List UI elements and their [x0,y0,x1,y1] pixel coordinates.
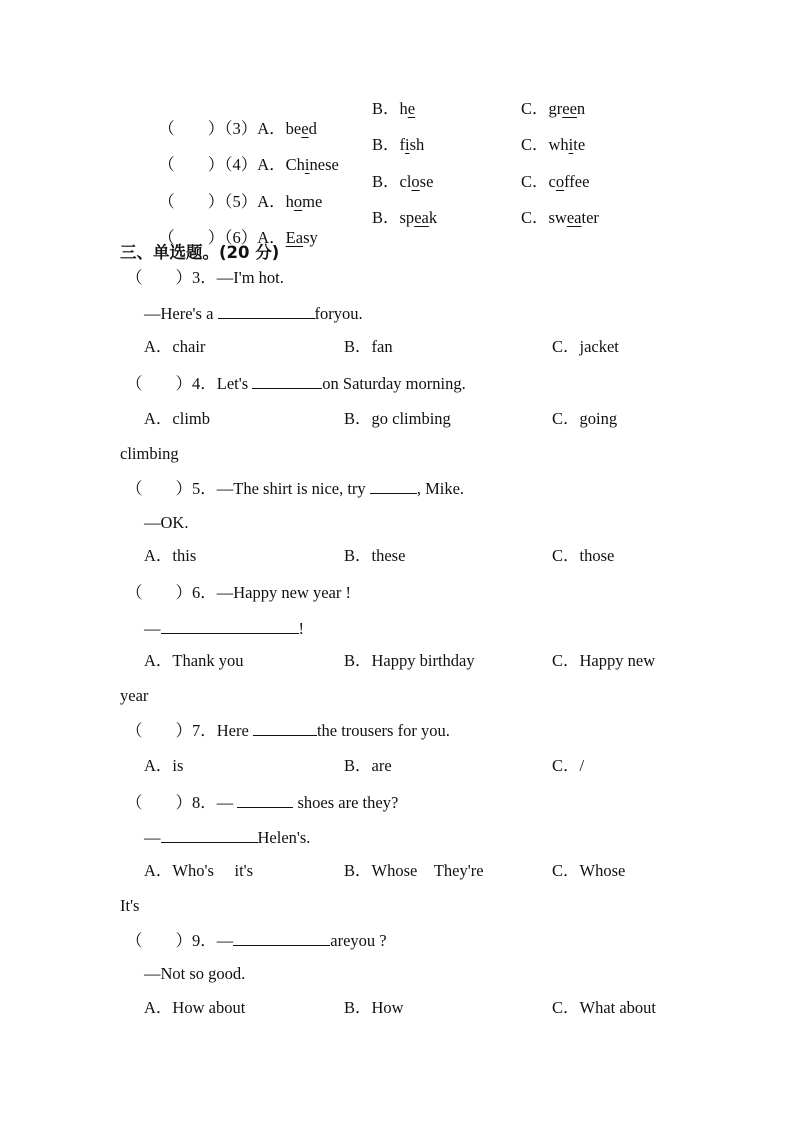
answer-paren: （ ） [158,192,225,211]
question-5-option-a: A．this [144,546,197,565]
question-5-line2: —OK. [144,513,189,532]
answer-paren: （ [126,268,176,287]
answer-paren: （ [126,721,176,740]
question-3-stem: （ ）3．—I'm hot. [126,268,284,287]
question-4-option-c-wrap: climbing [120,444,179,463]
item-number: （3） [224,119,258,138]
phonics-row-5-option-b: B．close [372,172,434,191]
answer-paren: （ [126,793,176,812]
question-7-option-c: C．/ [552,756,585,775]
answer-blank[interactable] [233,930,330,946]
phonics-row-6-option-b: B．speak [372,208,438,227]
question-5-option-b: B．these [344,546,406,565]
phonics-row-6 [150,208,318,248]
question-5-stem: （ ）5．—The shirt is nice, try , Mike. [126,479,465,498]
question-8-option-c: C．Whose [552,861,626,880]
question-8-option-b: B．Whose They're [344,861,484,880]
answer-blank[interactable] [161,827,258,843]
question-4-option-a: A．climb [144,409,210,428]
question-5-option-c: C．those [552,546,615,565]
question-6-stem: （ ）6．—Happy new year ! [126,583,351,602]
phonics-row-5-option-c: C．coffee [521,172,590,191]
phonics-row-3-option-c: C．green [521,99,586,118]
answer-blank[interactable] [370,478,417,494]
question-6-option-a: A．Thank you [144,651,244,670]
question-8-option-a: A．Who's it's [144,861,254,880]
question-9-line2: —Not so good. [144,964,246,983]
answer-blank[interactable] [253,720,317,736]
item-number: （6） [224,228,258,247]
question-8-line2: — Helen's. [144,828,311,847]
phonics-row-4-option-c: C．white [521,135,586,154]
phonics-row-3 [150,99,317,139]
question-3-option-a: A．chair [144,337,206,356]
question-9-option-a: A．How about [144,998,246,1017]
item-number: （4） [224,155,258,174]
phonics-row-4 [150,135,339,175]
answer-paren: （ ） [158,228,225,247]
question-7-stem: （ ）7．Here the trousers for you. [126,721,450,740]
question-4-stem: （ ）4．Let's on Saturday morning. [126,374,466,393]
phonics-row-3-option-b: B．he [372,99,416,118]
phonics-row-4-option-b: B．fish [372,135,425,154]
question-8-option-c-wrap: It's [120,896,140,915]
item-number: （5） [224,192,258,211]
phonics-row-6-option-c: C．sweater [521,208,599,227]
option-a: A．Chinese [257,155,339,174]
answer-blank[interactable] [252,373,322,389]
answer-paren: （ [126,479,176,498]
answer-paren: （ [126,583,176,602]
answer-blank[interactable] [161,618,299,634]
question-7-option-a: A．is [144,756,184,775]
question-9-stem: （ ）9．— areyou ? [126,931,387,950]
question-9-option-c: C．What about [552,998,657,1017]
option-a: A．home [257,192,323,211]
section-title: 三、单选题。(20 分) [120,243,280,262]
question-8-stem: （ ）8．— shoes are they? [126,793,399,812]
answer-blank[interactable] [218,303,315,319]
question-6-option-b: B．Happy birthday [344,651,475,670]
answer-paren: （ [126,374,176,393]
question-3-line2: —Here's a foryou. [144,304,363,323]
question-9-option-b: B．How [344,998,404,1017]
question-6-option-c: C．Happy new [552,651,656,670]
question-6-option-c-wrap: year [120,686,149,705]
answer-paren: （ ） [158,119,225,138]
answer-paren: （ [126,931,176,950]
option-a: A．beed [257,119,317,138]
option-a: A．Easy [257,228,318,247]
question-4-option-b: B．go climbing [344,409,451,428]
question-7-option-b: B．are [344,756,392,775]
question-3-option-c: C．jacket [552,337,619,356]
question-6-line2: — ! [144,619,304,638]
phonics-row-5 [150,172,322,212]
question-3-option-b: B．fan [344,337,393,356]
question-4-option-c: C．going [552,409,618,428]
answer-paren: （ ） [158,155,225,174]
answer-blank[interactable] [237,792,293,808]
